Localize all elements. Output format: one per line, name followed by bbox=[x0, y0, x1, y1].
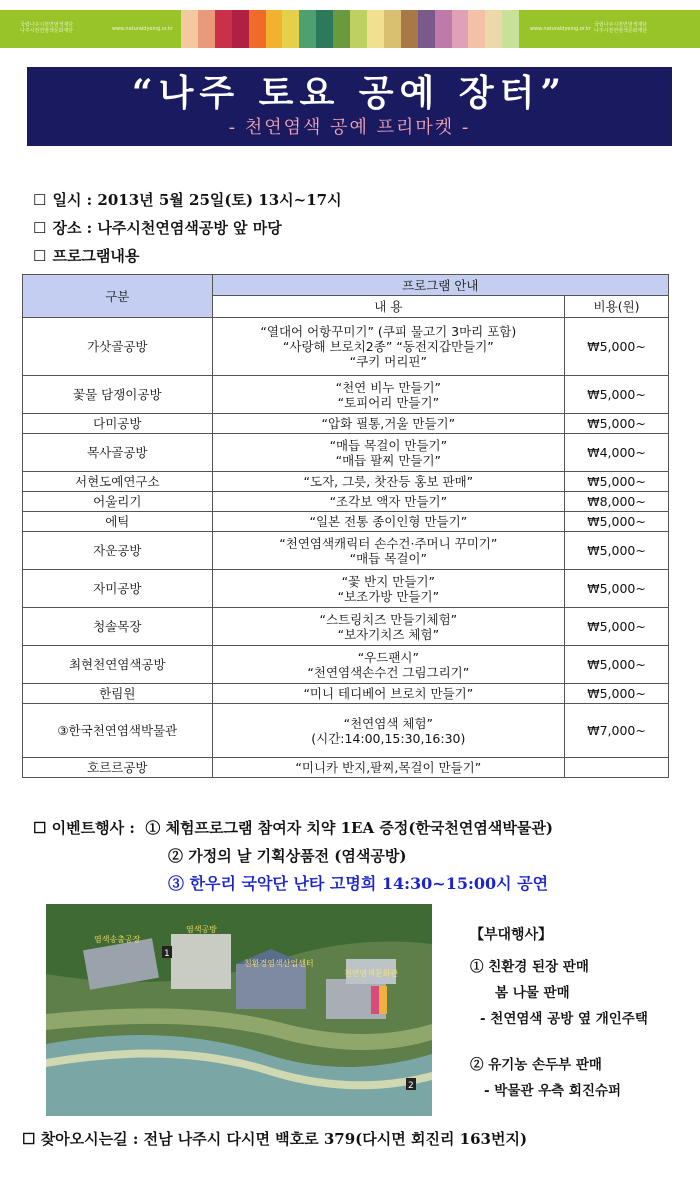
side-event-line-2: 봄 나물 판매 bbox=[495, 985, 570, 1001]
banner-stripe bbox=[350, 10, 367, 48]
program-content bbox=[212, 646, 565, 684]
program-line: “미니카 반지,팔찌,목걸이 만들기” bbox=[295, 760, 482, 775]
side-event-line-5: - 박물관 우측 회진슈퍼 bbox=[484, 1083, 622, 1099]
table-row bbox=[23, 492, 669, 512]
banner-right-logo bbox=[594, 22, 647, 34]
event-item-1: ① 체험프로그램 참여자 치약 1EA 증정(한국천연염색박물관) bbox=[145, 819, 553, 837]
workshop-name: 꽃물 담쟁이공방 bbox=[23, 376, 213, 414]
header-category: 구분 bbox=[23, 275, 213, 318]
program-table bbox=[22, 274, 669, 778]
program-content bbox=[212, 704, 565, 758]
workshop-name: 다미공방 bbox=[23, 414, 213, 434]
side-events bbox=[470, 922, 648, 1104]
table-body bbox=[23, 318, 669, 778]
table-row bbox=[23, 646, 669, 684]
workshop-name: 자미공방 bbox=[23, 570, 213, 608]
banner-stripe bbox=[452, 10, 469, 48]
program-line: “사랑해 브로치2종” “동전지갑만들기” bbox=[282, 339, 494, 354]
program-line: “천연염색손수건 그림그리기” bbox=[307, 664, 470, 680]
aerial-site-map bbox=[46, 904, 432, 1116]
program-line: “도자, 그릇, 찻잔등 홍보 판매” bbox=[303, 474, 474, 489]
side-events-title: 【부대행사】 bbox=[470, 927, 553, 943]
program-line: “매듭 목걸이” bbox=[349, 550, 427, 566]
banner-stripe bbox=[485, 10, 502, 48]
map-label-2: 염색공방 bbox=[186, 925, 217, 934]
program-line: “보조가방 만들기” bbox=[337, 588, 440, 604]
table-row bbox=[23, 532, 669, 570]
table-row bbox=[23, 434, 669, 472]
top-banner bbox=[0, 10, 700, 48]
workshop-name: 호르르공방 bbox=[23, 758, 213, 778]
header-content: 내 용 bbox=[212, 296, 565, 318]
program-text: 프로그램내용 bbox=[52, 247, 140, 265]
program-content bbox=[212, 758, 565, 778]
program-cost: ₩5,000~ bbox=[565, 318, 669, 376]
program-line: “매듭 팔찌 만들기” bbox=[335, 452, 442, 468]
banner-color-stripes bbox=[181, 10, 519, 48]
banner-stripe bbox=[435, 10, 452, 48]
program-line: (시간:14:00,15:30,16:30) bbox=[311, 730, 466, 746]
program-cost: ₩5,000~ bbox=[565, 646, 669, 684]
program-line: “토피어리 만들기” bbox=[337, 394, 440, 410]
map-marker-2: 2 bbox=[408, 1081, 414, 1091]
info-place bbox=[33, 217, 282, 238]
program-cost: ₩5,000~ bbox=[565, 472, 669, 492]
workshop-name: ③한국천연염색박물관 bbox=[23, 704, 213, 758]
program-line: “보자기치즈 체험” bbox=[337, 626, 440, 642]
banner-url-left: www.naturaldyeing.or.kr bbox=[112, 26, 173, 32]
table-row bbox=[23, 684, 669, 704]
aerial-map-illustration bbox=[46, 904, 432, 1116]
banner-url-right: www.naturaldyeing.or.kr bbox=[530, 26, 591, 32]
table-row bbox=[23, 318, 669, 376]
workshop-name: 자운공방 bbox=[23, 532, 213, 570]
program-cost bbox=[565, 758, 669, 778]
checkbox-icon: ☐ bbox=[33, 191, 47, 209]
table-row bbox=[23, 472, 669, 492]
program-cost: ₩5,000~ bbox=[565, 608, 669, 646]
side-event-line-3: - 천연염색 공방 옆 개인주택 bbox=[480, 1011, 648, 1027]
banner-stripe bbox=[232, 10, 249, 48]
info-date bbox=[33, 189, 342, 210]
program-cost: ₩4,000~ bbox=[565, 434, 669, 472]
table-row bbox=[23, 704, 669, 758]
banner-stripe bbox=[384, 10, 401, 48]
event-item-2: ② 가정의 날 기획상품전 (염색공방) bbox=[168, 847, 407, 865]
events-label: ☐ 이벤트행사 : bbox=[33, 819, 135, 837]
table-row bbox=[23, 608, 669, 646]
workshop-name: 가삿골공방 bbox=[23, 318, 213, 376]
table-row bbox=[23, 758, 669, 778]
banner-stripe bbox=[198, 10, 215, 48]
workshop-name: 목사골공방 bbox=[23, 434, 213, 472]
banner-stripe bbox=[367, 10, 384, 48]
sub-title: - 천연염색 공예 프리마켓 - bbox=[228, 117, 471, 138]
banner-stripe bbox=[299, 10, 316, 48]
table-row bbox=[23, 414, 669, 434]
program-line: “일본 전통 종이인형 만들기” bbox=[309, 514, 468, 529]
main-title: “나주 토요 공예 장터” bbox=[131, 72, 568, 114]
table-row bbox=[23, 376, 669, 414]
program-cost: ₩5,000~ bbox=[565, 512, 669, 532]
program-line: “천연 비누 만들기” bbox=[335, 379, 442, 395]
program-line: “압화 필통,거울 만들기” bbox=[321, 416, 456, 431]
program-content bbox=[212, 472, 565, 492]
program-cost: ₩5,000~ bbox=[565, 376, 669, 414]
banner-stripe bbox=[249, 10, 266, 48]
side-event-line-4: ② 유기농 손두부 판매 bbox=[470, 1057, 602, 1073]
workshop-name: 어울리기 bbox=[23, 492, 213, 512]
map-marker-1: 1 bbox=[164, 949, 170, 959]
banner-stripe bbox=[418, 10, 435, 48]
program-line: “매듭 목걸이 만들기” bbox=[329, 437, 448, 453]
banner-right-line1: 국립나주시천연염색재단 bbox=[594, 22, 648, 28]
side-event-line-1: ① 친환경 된장 판매 bbox=[470, 959, 589, 975]
program-cost: ₩5,000~ bbox=[565, 532, 669, 570]
program-content bbox=[212, 414, 565, 434]
program-content bbox=[212, 532, 565, 570]
checkbox-icon: ☐ bbox=[33, 247, 47, 265]
program-cost: ₩5,000~ bbox=[565, 414, 669, 434]
banner-stripe bbox=[468, 10, 485, 48]
banner-right-line2: 나주시천연염색문화재단 bbox=[594, 28, 648, 34]
map-label-3: 친환경염색산업센터 bbox=[244, 959, 314, 968]
program-content bbox=[212, 376, 565, 414]
program-content bbox=[212, 684, 565, 704]
banner-left-line1: 국립나주시천연염색재단 bbox=[20, 22, 74, 28]
program-content bbox=[212, 570, 565, 608]
banner-stripe bbox=[502, 10, 519, 48]
program-line: “우드팬시” bbox=[357, 649, 419, 665]
program-content bbox=[212, 318, 565, 376]
banner-stripe bbox=[401, 10, 418, 48]
table-row bbox=[23, 512, 669, 532]
program-content bbox=[212, 608, 565, 646]
workshop-name: 한림원 bbox=[23, 684, 213, 704]
program-line: “스트링치즈 만들기체험” bbox=[319, 611, 458, 627]
map-label-1: 염색송출공장 bbox=[94, 935, 141, 944]
program-cost: ₩8,000~ bbox=[565, 492, 669, 512]
banner-stripe bbox=[181, 10, 198, 48]
events-row-1 bbox=[33, 814, 553, 842]
checkbox-icon: ☐ bbox=[33, 219, 47, 237]
date-text: 일시 : 2013년 5월 25일(토) 13시~17시 bbox=[52, 191, 342, 209]
workshop-name: 최현천연염색공방 bbox=[23, 646, 213, 684]
program-cost: ₩5,000~ bbox=[565, 570, 669, 608]
program-line: “꽃 반지 만들기” bbox=[341, 573, 435, 589]
banner-stripe bbox=[215, 10, 232, 48]
program-content bbox=[212, 512, 565, 532]
program-cost: ₩7,000~ bbox=[565, 704, 669, 758]
place-text: 장소 : 나주시천연염색공방 앞 마당 bbox=[52, 219, 282, 237]
program-line: “천연염색 체험” bbox=[343, 715, 434, 731]
title-box bbox=[27, 67, 672, 146]
directions: ☐ 찾아오시는길 : 전남 나주시 다시면 백호로 379(다시면 회진리 163번지) bbox=[22, 1130, 528, 1148]
table-row bbox=[23, 570, 669, 608]
program-line: “쿠키 머리핀” bbox=[349, 354, 427, 369]
events-section bbox=[33, 814, 553, 898]
header-cost: 비용(원) bbox=[565, 296, 669, 318]
workshop-name: 에틱 bbox=[23, 512, 213, 532]
program-line: “열대어 어항꾸미기” (쿠피 물고기 3마리 포함) bbox=[260, 324, 517, 339]
banner-left-logo bbox=[20, 22, 73, 34]
workshop-name: 서현도예연구소 bbox=[23, 472, 213, 492]
banner-stripe bbox=[333, 10, 350, 48]
map-label-4: 천연염색문화관 bbox=[344, 969, 399, 978]
program-line: “조각보 액자 만들기” bbox=[329, 494, 448, 509]
program-cost: ₩5,000~ bbox=[565, 684, 669, 704]
banner-stripe bbox=[282, 10, 299, 48]
program-line: “미니 테디베어 브로치 만들기” bbox=[303, 686, 474, 701]
program-content bbox=[212, 434, 565, 472]
banner-left-line2: 나주시천연염색문화재단 bbox=[20, 28, 74, 34]
header-guide: 프로그램 안내 bbox=[212, 275, 668, 296]
banner-stripe bbox=[266, 10, 283, 48]
banner-stripe bbox=[316, 10, 333, 48]
workshop-name: 청솔목장 bbox=[23, 608, 213, 646]
info-program bbox=[33, 245, 139, 266]
program-content bbox=[212, 492, 565, 512]
program-line: “천연염색캐릭터 손수건·주머니 꾸미기” bbox=[279, 535, 498, 551]
event-item-3: ③ 한우리 국악단 난타 고명희 14:30~15:00시 공연 bbox=[168, 874, 549, 893]
